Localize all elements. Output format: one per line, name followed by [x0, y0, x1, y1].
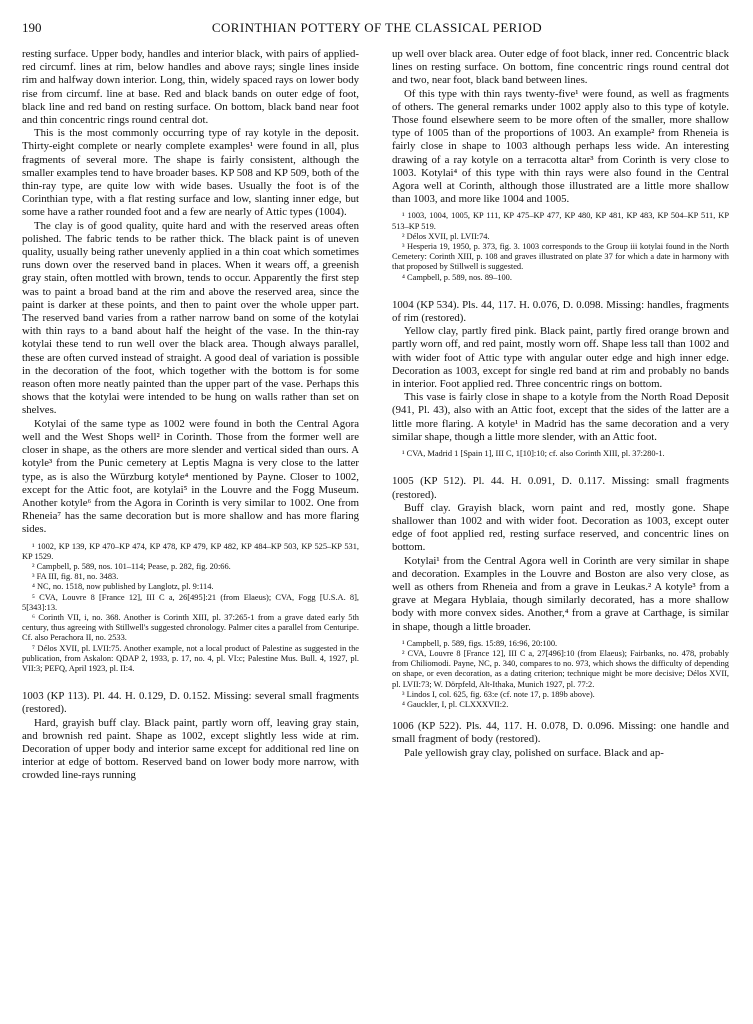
entry-text-1003: Hard, grayish buff clay. Black paint, partly worn off, leaving gray stain, and brownish red paint. Shape as 1002, except slightly less wide at rim. Decoration of upper body and interior same except for additional red line on interior at edge of bottom. Reserved band on lower body more narrow, with crowded line-rays running [22, 716, 359, 782]
footnote: ² Campbell, p. 589, nos. 101–114; Pease, p. 282, fig. 20:66. [32, 561, 231, 571]
paragraph: up well over black area. Outer edge of foot black, inner red. Concentric black lines on resting surface. On bottom, fine concentric rings round central dot and two, near foot, black band between lines. [392, 48, 729, 87]
footnote: ⁴ Campbell, p. 589, nos. 89–100. [402, 272, 512, 282]
footnote: ² Délos XVII, pl. LVII:74. [402, 231, 490, 241]
right-column [392, 48, 729, 760]
spacer [392, 459, 729, 475]
entry-heading-1004: 1004 (KP 534). Pls. 44, 117. H. 0.076, D. 0.098. Missing: handles, fragments of rim (restored). [392, 298, 729, 325]
paragraph: resting surface. Upper body, handles and interior black, with pairs of applied-red circumf. lines at rim, below handles and above rays; single lines inside rim and halfway down interior. Long, thin, widely spaced rays on lower body rise from circumf. line at base. Red and black bands on outer edge of foot, black line and red band on resting surface. On bottom, black band near foot and thin concentric rings round central dot. [22, 48, 359, 127]
footnote: ⁶ Corinth VII, i, no. 368. Another is Corinth XIII, pl. 37:265-1 from a grave dated early 5th century, thus agreeing with Stillwell's suggested chronology. Palmer cites a parallel from Centuripe. Cf. also Perachora II, no. 2533. [22, 612, 359, 643]
page-number: 190 [22, 20, 42, 35]
footnote: ³ Lindos I, col. 625, fig. 63:e (cf. note 17, p. 189b above). [402, 689, 595, 699]
left-column [22, 48, 359, 783]
entry-heading-1003: 1003 (KP 113). Pl. 44. H. 0.129, D. 0.152. Missing: several small fragments (restored). [22, 690, 359, 716]
footnote: ⁴ Gauckler, I, pl. CLXXXVII:2. [402, 699, 509, 709]
footnote: ³ FA III, fig. 81, no. 3483. [32, 572, 119, 582]
entry-heading-1006: 1006 (KP 522). Pls. 44, 117. H. 0.078, D. 0.096. Missing: one handle and small fragment of body (restored). [392, 720, 729, 746]
spacer [22, 674, 359, 690]
paragraph: The clay is of good quality, quite hard and with the reserved areas often polished. The fabric tends to be rather thick. The black paint is of uneven quality, usually being rather unevenly applied in a thin coat which sometimes runs down over the reserved band in places. When it wears off, a greenish gray stain, often mottled with brown, tends to occur. Apparently the first step was to paint a broad band at the rim and above the reserved area, since the paint is darker at these points, and then to paint over the whole upper part. The reserved band varies from a rather narrow band on some of the kotylai with thin rays to a band about half the height of the vase. In the thin-ray kotylai these tend to run well over the black area. Though always parallel, these are often curved instead of straight. A good deal of variation is possible in the decoration of the foot, which together with the bottom is for some reason often more neatly painted than the upper part of the vase. Perhaps this shows that the kotylai were intended to be hung on walls rather than set on shelves. [22, 219, 359, 417]
paragraph: This is the most commonly occurring type of ray kotyle in the deposit. Thirty-eight complete or nearly complete examples¹ were found in all, plus fragments of several more. The shape is fairly consistent, although the smaller examples tend to have broader bases. KP 508 and KP 509, both of the thin-ray type, are quite low with wide bases. Usually the foot is of the Corinthian type, with a flat resting surface and low, slanting inner edge, but some have a rather rounded foot and a few are nearly of Attic types (1004). [22, 127, 359, 219]
entry-text-1005-b: Kotylai¹ from the Central Agora well in Corinth are very similar in shape and decoration. Examples in the Louvre and Boston are also very close, as well as others from Rheneia and from a grave in Leukas.² A kotyle³ from a grave at Megara Hyblaia, though similarly decorated, has a more shallow body with more convex sides. Another,⁴ from a grave at Carthage, is similar in shape, though a little broader. [392, 554, 729, 633]
footnotes-1003 [392, 211, 729, 282]
footnote: ¹ Campbell, p. 589, figs. 15:89, 16:96, 20:100. [402, 638, 558, 648]
footnotes-1002 [22, 542, 359, 675]
spacer [392, 283, 729, 299]
page-header [22, 20, 732, 38]
footnote: ¹ CVA, Madrid 1 [Spain 1], III C, 1[10]:10; cf. also Corinth XIII, pl. 37:280-1. [402, 449, 665, 459]
footnote: ² CVA, Louvre 8 [France 12], III C a, 27[496]:10 (from Elaeus); Fairbanks, no. 478, probably from Chiliomodi. Payne, NC, p. 340, compares to no. 973, which shows the difficulty of depending on shape, or even decoration, as a dating criterion; technique might be more decisive; Délos XVII, pl. LVII:73; W. Dörpfeld, Alt-Ithaka, Munich 1927, pl. 77:2. [392, 648, 729, 689]
running-title: CORINTHIAN POTTERY OF THE CLASSICAL PERIOD [211, 20, 543, 35]
footnote: ⁵ CVA, Louvre 8 [France 12], III C a, 26[495]:21 (from Elaeus); CVA, Fogg [U.S.A. 8], 5[343]:13. [22, 592, 359, 612]
footnote: ³ Hesperia 19, 1950, p. 373, fig. 3. 1003 corresponds to the Group iii kotylai found in the North Cemetery: Corinth XIII, p. 108 and graves illustrated on plate 37 for which a date in harmony with that proposed by Stillwell is suggested. [392, 242, 729, 272]
entry-text-1004: Yellow clay, partly fired pink. Black paint, partly fired orange brown and partly worn off, and red paint, mostly worn off. Shape less tall than 1002 and with wider foot of Attic type with angular outer edge and high inner edge. Decoration as 1003, except for single red band at rim and probably no bands in interior. Foot applied red. Three concentric rings on bottom. [392, 325, 729, 391]
footnotes-1004 [392, 449, 729, 459]
footnote: ⁴ NC, no. 1518, now published by Langlotz, pl. 9:114. [32, 582, 214, 592]
entry-text-1004-b: This vase is fairly close in shape to a kotyle from the North Road Deposit (941, Pl. 43), also with an Attic foot, except that the sides of the latter are a little more flaring. A kotyle¹ in Madrid has the same decoration and a very similar shape, though a little more slender, with an Attic foot. [392, 391, 729, 443]
spacer [392, 710, 729, 720]
paragraph: Of this type with thin rays twenty-five¹ were found, as well as fragments of others. The general remarks under 1002 apply also to this type of kotyle. Those found elsewhere seem to be more often of the smaller, more shallow type of 1005 than of the proportions of 1003. An example² from Rheneia is fairly close in shape to 1003 although perhaps less wide. An interesting drawing of a ray kotyle on a terracotta altar³ from Corinth is very close to 1003. Kotylai⁴ of this type with thin rays were also found in the Central Agora well at Corinth, although those illustrated are a little more shallow than 1003, and more like 1004 and 1005. [392, 87, 729, 206]
footnote: ¹ 1003, 1004, 1005, KP 111, KP 475–KP 477, KP 480, KP 481, KP 483, KP 504–KP 511, KP 513–KP 519. [392, 211, 729, 231]
entry-text-1006: Pale yellowish gray clay, polished on surface. Black and ap- [404, 746, 664, 759]
entry-heading-1005: 1005 (KP 512). Pl. 44. H. 0.091, D. 0.117. Missing: small fragments (restored). [392, 475, 729, 501]
footnote: ¹ 1002, KP 139, KP 470–KP 474, KP 478, KP 479, KP 482, KP 484–KP 503, KP 525–KP 531, KP 1529. [22, 541, 359, 561]
footnote: ⁷ Délos XVII, pl. LVII:75. Another example, not a local product of Palestine as suggested in the publication, from Askalon: QDAP 2, 1933, p. 17, no. 4, pl. VI:c; Palestine Mus. Bull. 4, 1927, pl. VII:3; PEFQ, April 1923, pl. II:4. [22, 643, 359, 673]
footnotes-1005 [392, 639, 729, 710]
entry-text-1005: Buff clay. Grayish black, worn paint and red, mostly gone. Shape shallower than 1002 and with wider foot. Decoration as 1003, except outer edge of foot applied red, resting surface reserved, and concentric lines on bottom. [392, 501, 729, 554]
paragraph: Kotylai of the same type as 1002 were found in both the Central Agora well and the West Shops well² in Corinth. Those from the former well are closer in shape, as the others are more slender and vertical sided than ours. A kotyle³ from the Punic cemetery at Leptis Magna is very close to the latter type, as is also the Würzburg kotyle⁴ mentioned by Payne. Closer to 1002, except for the Attic foot, are kotylai⁵ in the Louvre and the Fogg Museum. Another kotyle⁶ from the Agora in Corinth is very similar to 1002. One from Rheneia⁷ has the same decoration but is more shallow and has more flaring sides. [22, 417, 359, 536]
